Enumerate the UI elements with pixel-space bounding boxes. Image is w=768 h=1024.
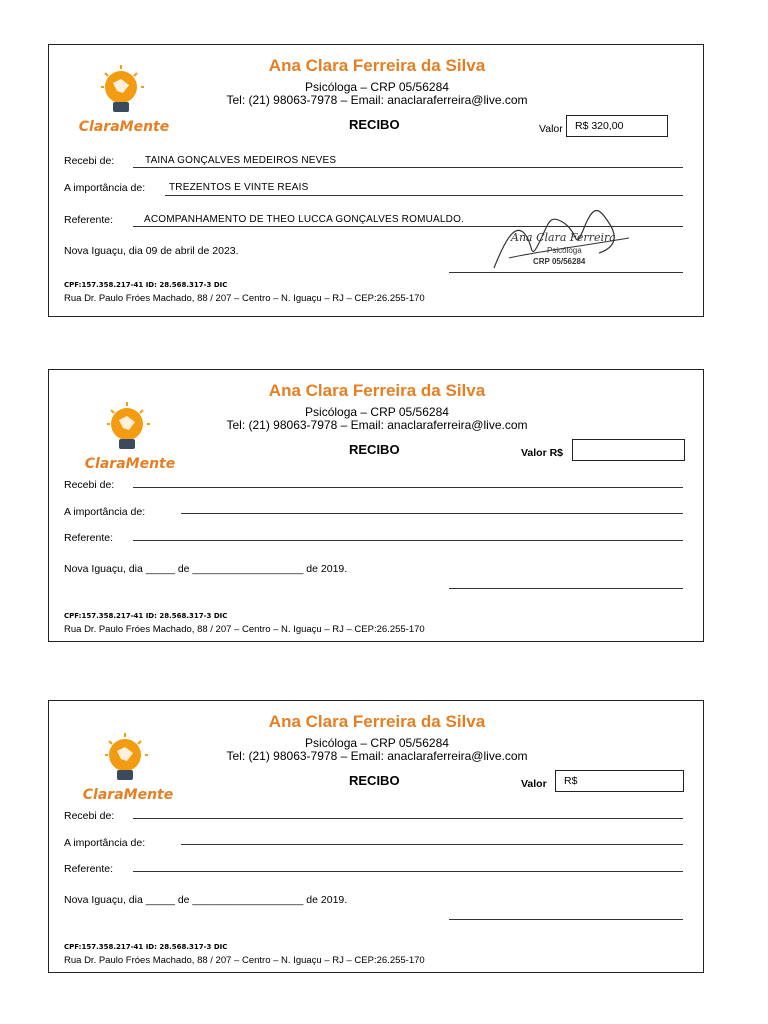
referente-line (133, 540, 683, 541)
therapist-profession: Psicóloga – CRP 05/56284 (305, 405, 449, 419)
recebi-value: TAINA GONÇALVES MEDEIROS NEVES (145, 155, 337, 166)
importancia-label: A importância de: (64, 182, 146, 194)
referente-value: ACOMPANHAMENTO DE THEO LUCCA GONÇALVES ROMUALDO. (144, 214, 465, 225)
recebi-line (133, 167, 683, 168)
logo-text: ClaraMente (78, 119, 170, 135)
importancia-value: TREZENTOS E VINTE REAIS (169, 182, 309, 193)
date-text: Nova Iguaçu, dia _____ de ___________________ de 2019. (64, 894, 348, 906)
valor-label: Valor (521, 778, 547, 790)
recebi-label: Recebi de: (64, 479, 115, 491)
valor-box (572, 439, 685, 461)
receipt-title: RECIBO (349, 442, 400, 457)
signature-line (449, 588, 683, 589)
valor-box: R$ 320,00 (566, 115, 668, 137)
signature-stamp (489, 203, 639, 278)
importancia-line (165, 195, 683, 196)
recebi-line (133, 818, 683, 819)
importancia-label: A importância de: (64, 506, 146, 518)
importancia-line (181, 844, 683, 845)
therapist-name: Ana Clara Ferreira da Silva (268, 712, 486, 731)
address-text: Rua Dr. Paulo Fróes Machado, 88 / 207 – Centro – N. Iguaçu – RJ – CEP:26.255-170 (64, 955, 425, 966)
therapist-contact: Tel: (21) 98063-7978 – Email: anaclaraferreira@live.com (226, 749, 528, 763)
address-text: Rua Dr. Paulo Fróes Machado, 88 / 207 – Centro – N. Iguaçu – RJ – CEP:26.255-170 (64, 293, 425, 304)
svg-text:Psicóloga: Psicóloga (547, 246, 582, 255)
therapist-name: Ana Clara Ferreira da Silva (268, 381, 486, 400)
therapist-profession: Psicóloga – CRP 05/56284 (305, 736, 449, 750)
receipt-title: RECIBO (349, 117, 400, 132)
valor-box: R$ (555, 770, 684, 792)
valor-label: Valor R$ (521, 447, 564, 459)
signature-line (449, 919, 683, 920)
valor-label: Valor (539, 123, 563, 135)
signature-line (449, 272, 683, 273)
recebi-label: Recebi de: (64, 810, 115, 822)
date-text: Nova Iguaçu, dia _____ de ___________________ de 2019. (64, 563, 348, 575)
referente-label: Referente: (64, 214, 114, 226)
importancia-label: A importância de: (64, 837, 146, 849)
receipt-title: RECIBO (349, 773, 400, 788)
ids-text: CPF:157.358.217-41 ID: 28.568.317-3 DIC (64, 943, 228, 951)
therapist-contact: Tel: (21) 98063-7978 – Email: anaclaraferreira@live.com (226, 93, 528, 107)
svg-text:Ana Clara Ferreira: Ana Clara Ferreira (511, 231, 616, 244)
logo-text: ClaraMente (82, 787, 174, 803)
recebi-label: Recebi de: (64, 155, 115, 167)
svg-text:CRP 05/56284: CRP 05/56284 (533, 257, 586, 266)
receipt-blank (48, 700, 704, 973)
receipt-filled (48, 44, 704, 317)
referente-line (133, 871, 683, 872)
receipt-blank (48, 369, 704, 642)
importancia-line (181, 513, 683, 514)
ids-text: CPF:157.358.217-41 ID: 28.568.317-3 DIC (64, 281, 228, 289)
therapist-name: Ana Clara Ferreira da Silva (268, 56, 486, 75)
date-text: Nova Iguaçu, dia 09 de abril de 2023. (64, 245, 239, 257)
referente-label: Referente: (64, 532, 114, 544)
therapist-profession: Psicóloga – CRP 05/56284 (305, 80, 449, 94)
address-text: Rua Dr. Paulo Fróes Machado, 88 / 207 – Centro – N. Iguaçu – RJ – CEP:26.255-170 (64, 624, 425, 635)
therapist-contact: Tel: (21) 98063-7978 – Email: anaclaraferreira@live.com (226, 418, 528, 432)
ids-text: CPF:157.358.217-41 ID: 28.568.317-3 DIC (64, 612, 228, 620)
referente-label: Referente: (64, 863, 114, 875)
logo-text: ClaraMente (84, 456, 176, 472)
recebi-line (133, 487, 683, 488)
